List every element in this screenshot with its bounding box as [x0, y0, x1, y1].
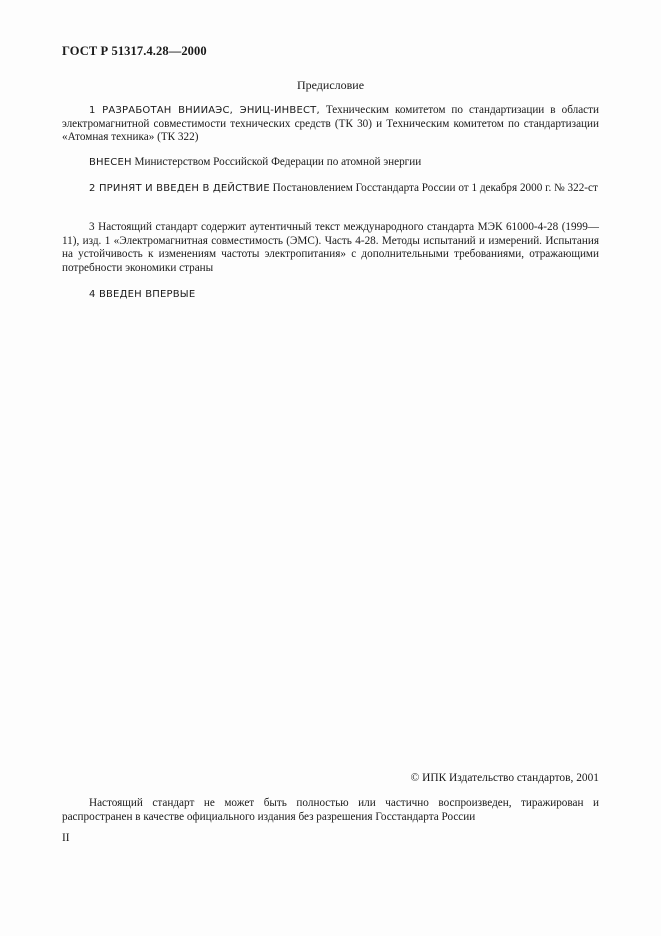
item-lead: 4 ВВЕДЕН ВПЕРВЫЕ [89, 289, 196, 300]
foreword-item-content [62, 221, 599, 275]
reproduction-notice: Настоящий стандарт не может быть полностью или частично воспроизведен, тиражирован и распространен в качестве официального издания без разрешения Госстандарта России [62, 797, 599, 823]
item-text: Министерством Российской Федерации по атомной энергии [131, 156, 422, 168]
item-lead: 1 РАЗРАБОТАН ВНИИАЭС, ЭНИЦ-ИНВЕСТ, [89, 105, 320, 116]
item-lead: 2 ПРИНЯТ И ВВЕДЕН В ДЕЙСТВИЕ [89, 183, 270, 194]
foreword-item-introduced [62, 156, 599, 170]
document-code: ГОСТ Р 51317.4.28—2000 [62, 44, 207, 58]
item-text: Постановлением Госстандарта России от 1 декабря 2000 г. № 322-ст [269, 182, 598, 194]
item-text: 3 Настоящий стандарт содержит аутентичный текст международного стандарта МЭК 61000-4-28 (1999—11), изд. 1 «Электромагнитная совместимость (ЭМС). Часть 4-28. Методы испытаний и измерений. Испытания на устойчивость к изменениям частоты электропитания» с дополнительными требованиями, отражающими потребности экономики страны [62, 221, 599, 274]
copyright-line: © ИПК Издательство стандартов, 2001 [410, 772, 599, 784]
foreword-item-adopted [62, 182, 599, 196]
item-text: Техническим комитетом по стандартизации в области электромагнитной совместимости технических средств (ТК 30) и Техническим комитетом по стандартизации «Атомная техника» (ТК 322) [62, 104, 600, 144]
page-number: II [62, 832, 70, 844]
foreword-item-first-introduced [62, 288, 599, 302]
foreword-item-developed [62, 104, 599, 145]
item-lead: ВНЕСЕН [89, 157, 132, 168]
foreword-title: Предисловие [296, 78, 365, 92]
